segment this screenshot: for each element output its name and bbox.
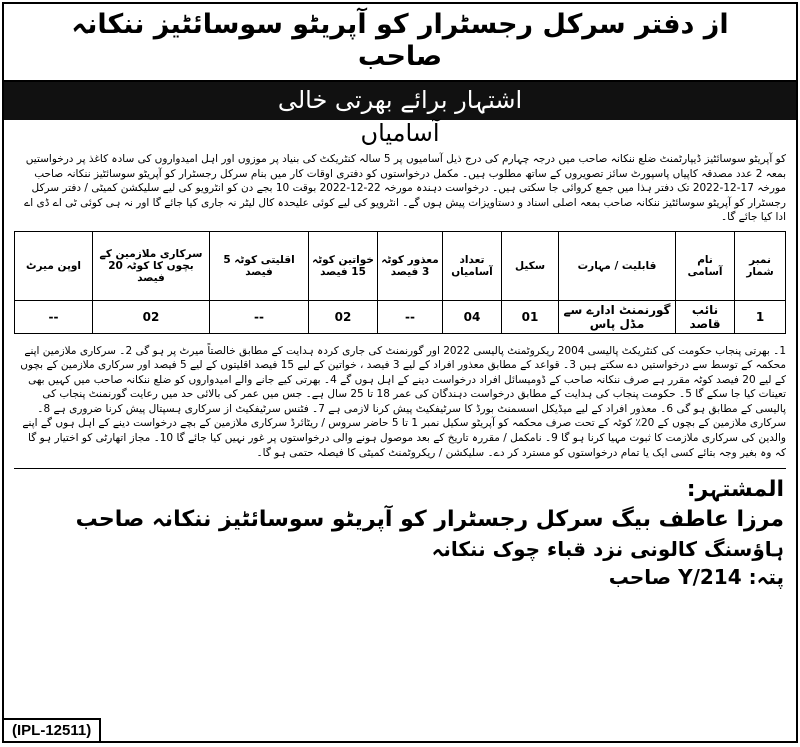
advertiser-name: مرزا عاطف بیگ سرکل رجسٹرار کو آپریٹو سوسائٹیز ننکانہ صاحب (75, 507, 784, 533)
cell-scale: 01 (502, 300, 559, 333)
cell-post: نائب قاصد (676, 300, 735, 333)
col-post: نام آسامی (676, 231, 735, 300)
vacancies-subtitle: آسامیاں (360, 119, 440, 147)
office-title-line2: صاحب (357, 41, 443, 72)
col-scale: سکیل (502, 231, 559, 300)
cell-women: 02 (309, 300, 378, 333)
terms-paragraph: 1۔ بھرتی پنجاب حکومت کی کنٹریکٹ پالیسی 2004 ریکروٹمنٹ پالیسی 2022 اور گورنمنٹ کی جاری کردہ ہدایت کے مطابق خالصتاً میرٹ پر ہو گی 2۔ سرکاری ملازمین اپنے محکمہ کے توسط سے درخواستیں دے سکتے ہیں 3۔ قواعد کے مطابق معذور افراد کے لیے 3 فیصد ، خواتین کے لیے 15 فیصد اقلیتوں کے لیے 5 فیصد اور سرکاری ملازمین کے بچوں کے لیے 20 فیصد کوٹہ مقرر ہے صرف ننکانہ صاحب کے ڈومیسائل افراد درخواست دینے کے اہل ہوں گے 4۔ بھرتی کیے جانے والے امیدواروں کو ضلع ننکانہ صاحب میں کہیں بھی تعینات کیا جا سکے گا 5۔ حکومت پنجاب کی ہدایت کے مطابق درخواست دہندگان کی عمر 18 تا 25 سال ہے۔ جس میں عمر کی بالائی حد میں رعایت گورنمنٹ پنجاب کی پالیسی کے مطابق ہو گی 6۔ معذور افراد کے لیے میڈیکل اسسمنٹ بورڈ کا سرٹیفکیٹ پیش کرنا لازمی ہے 7۔ فٹنس سرٹیفکیٹ از سرکاری ہسپتال پیش کرنا ضروری ہے 8۔ سرکاری ملازمین کے بچوں کے 20٪ کوٹہ کے تحت صرف محکمہ کو آپریٹو سکیل نمبر 1 تا 5 حاضر سروس / ریٹائرڈ سرکاری ملازمین کے بچے درخواست دینے کے اہل ہوں گے اپنے والدین کی سرکاری ملازمت کا ثبوت مہیا کرنا ہو گا 9۔ نامکمل / مقررہ تاریخ کے بعد موصول ہونے والی درخواستوں پر غور نہیں کیا جائے گا 10۔ مجاز اتھارٹی کو اختیار ہو گا کہ وہ بغیر وجہ بتائے کسی ایک یا تمام درخواستوں کو مسترد کر دے۔ سلیکشن / ریکروٹمنٹ کمیٹی کا فیصلہ حتمی ہو گا۔ (20, 344, 786, 459)
col-count: تعداد آسامیاں (443, 231, 502, 300)
col-women-quota: خواتین کوٹہ 15 فیصد (309, 231, 378, 300)
table-row (15, 300, 786, 333)
col-employee-children-quota: سرکاری ملازمین کے بچوں کا کوٹہ 20 فیصد (93, 231, 210, 300)
cell-qualification: گورنمنٹ ادارے سے مڈل پاس (559, 300, 676, 333)
vacancy-table (14, 231, 786, 334)
col-minority-quota: اقلیتی کوٹہ 5 فیصد (210, 231, 309, 300)
table-header-row (15, 231, 786, 300)
col-disabled-quota: معذور کوٹہ 3 فیصد (378, 231, 443, 300)
advertiser-block (4, 469, 796, 591)
advertisement-page (2, 2, 798, 743)
cell-count: 04 (443, 300, 502, 333)
col-open-merit: اوپن میرٹ (15, 231, 93, 300)
cell-open-merit: -- (15, 300, 93, 333)
office-title: از دفتر سرکل رجسٹرار کو آپریٹو سوسائٹیز ننکانہ (71, 9, 729, 40)
cell-serial: 1 (735, 300, 786, 333)
advertiser-pata: پتہ: 214/Y صاحب (608, 565, 784, 590)
intro-paragraph: کو آپریٹو سوسائٹیز ڈیپارٹمنٹ ضلع ننکانہ صاحب میں درجہ چہارم کی درج ذیل آسامیوں پر 5 سالہ کنٹریکٹ کی بنیاد پر موزوں اور اہل امیدواروں کی سادہ کاغذ پر درخواستیں بمعہ 2 عدد مصدقہ کاپیاں پاسپورٹ سائز تصویروں کے ساتھ مطلوب ہیں۔ مکمل درخواستوں کو دفتری اوقات کار میں بنام سرکل رجسٹرار کو آپریٹو سوسائٹیز ننکانہ صاحب مورخہ 17-12-2022 تک دفتر ہذا میں جمع کروائی جا سکتی ہیں۔ درخواست دہندہ مورخہ 22-12-2022 بوقت 10 بجے دن کو انٹرویو کی لیے سلیکشن کمیٹی / دفتر سرکل رجسٹرار کو آپریٹو سوسائٹیز ننکانہ صاحب بمعہ اصلی اسناد و دستاویزات پیش ہوں گے۔ انٹرویو کی لیے کوئی علیحدہ کال لیٹر نہ جاری کیا جائے گا اور نہ ہی کوئی ٹی اے ڈی اے ادا کیا جائے گا۔ (24, 153, 786, 223)
cell-minority: -- (210, 300, 309, 333)
col-qualification: قابلیت / مہارت (559, 231, 676, 300)
advertiser-label: المشتہر: (686, 477, 784, 503)
cell-employee-children: 02 (93, 300, 210, 333)
ipl-code: (IPL-12511) (4, 718, 101, 741)
advertiser-address: ہاؤسنگ کالونی نزد قباء چوک ننکانہ (431, 537, 784, 562)
recruitment-banner: اشتہار برائے بھرتی خالی (4, 80, 796, 120)
col-serial: نمبر شمار (735, 231, 786, 300)
cell-disabled: -- (378, 300, 443, 333)
